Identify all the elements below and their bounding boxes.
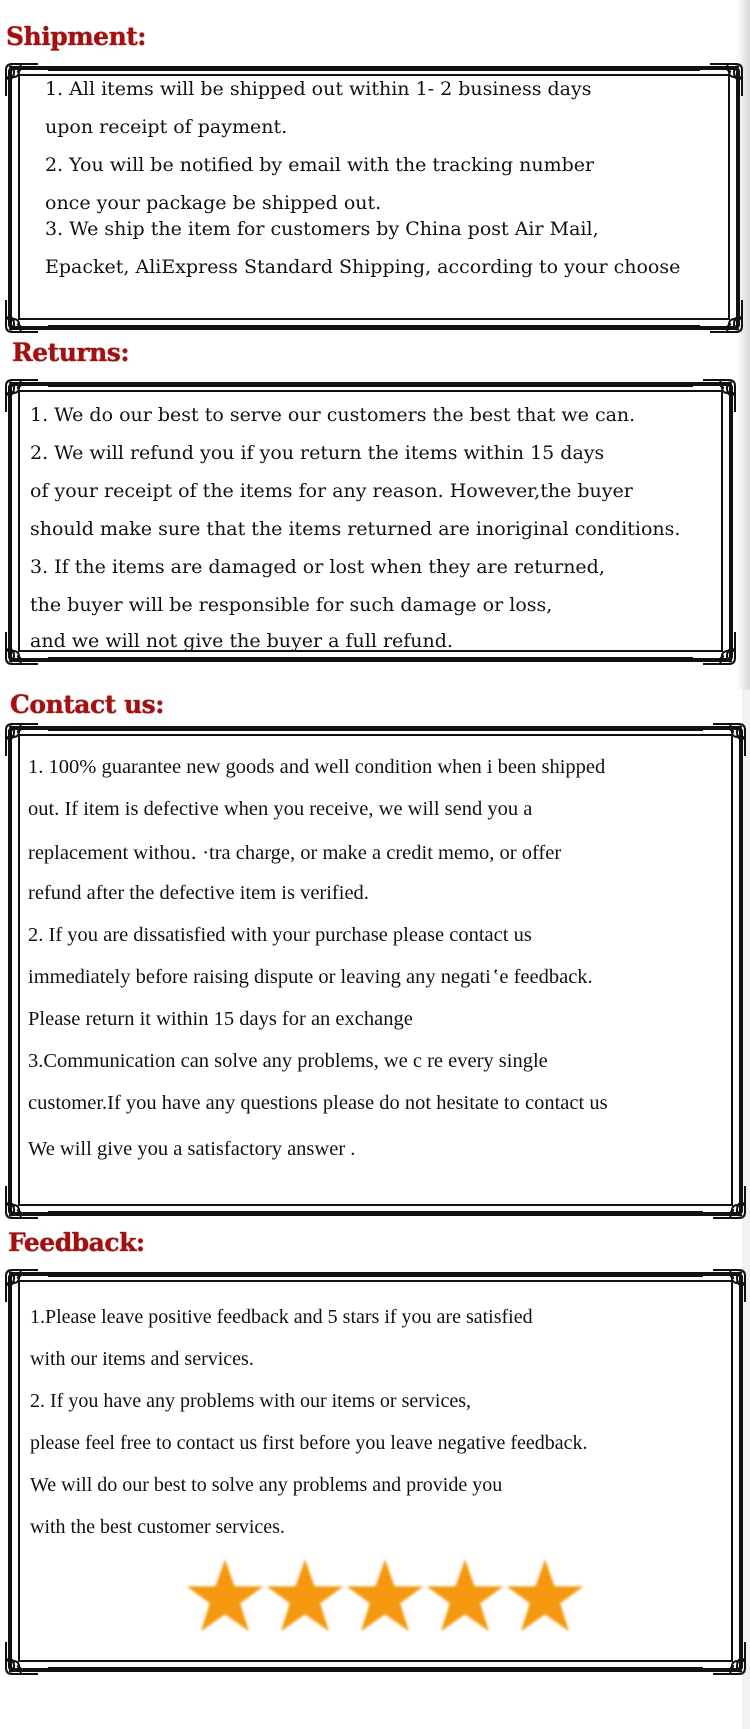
returns-line: the buyer will be responsible for such damage or loss, [30, 594, 553, 616]
contact-line: We will give you a satisfactory answer . [28, 1138, 356, 1160]
ornament-icon [2, 1638, 42, 1678]
shipment-line: 3. We ship the item for customers by China post Air Mail, [45, 218, 599, 240]
star-icon [265, 1556, 345, 1636]
ornament-icon [2, 1182, 42, 1222]
five-star-rating [185, 1556, 585, 1642]
ornament-icon [2, 720, 42, 760]
shipment-line: Epacket, AliExpress Standard Shipping, according to your choose [45, 256, 681, 278]
star-icon [345, 1556, 425, 1636]
feedback-line: We will do our best to solve any problems and provide you [30, 1474, 503, 1496]
contact-line: Please return it within 15 days for an exchange [28, 1008, 413, 1030]
star-icon [425, 1556, 505, 1636]
feedback-line: with our items and services. [30, 1348, 254, 1370]
feedback-line: please feel free to contact us first before you leave negative feedback. [30, 1432, 588, 1454]
returns-heading: Returns: [12, 338, 130, 367]
ornament-icon [2, 296, 42, 336]
star-icon [185, 1556, 265, 1636]
contact-line: immediately before raising dispute or leaving any negati ʽe feedback. [28, 966, 593, 988]
contact-line: 3.Communication can solve any problems, we c re every single [28, 1050, 548, 1072]
contact-text [28, 756, 740, 1176]
shipment-line: upon receipt of payment. [45, 116, 288, 138]
star-icon [505, 1556, 585, 1636]
shipment-line: 2. You will be notified by email with the tracking number [45, 154, 595, 176]
contact-line: 2. If you are dissatisfied with your purchase please contact us [28, 924, 532, 946]
shipment-line: once your package be shipped out. [45, 192, 382, 214]
shipment-heading: Shipment: [6, 22, 147, 51]
ornament-icon [709, 720, 749, 760]
feedback-line: 2. If you have any problems with our items or services, [30, 1390, 472, 1412]
ornament-icon [2, 1266, 42, 1306]
contact-line: out. If item is defective when you receive, we will send you a [28, 798, 533, 820]
contact-line: replacement withou․ ·tra charge, or make a credit memo, or offer [28, 842, 562, 864]
contact-line: customer.If you have any questions please do not hesitate to contact us [28, 1092, 608, 1114]
ornament-icon [706, 296, 746, 336]
ornament-icon [709, 1638, 749, 1678]
feedback-line: with the best customer services. [30, 1516, 285, 1538]
contact-line: 1. 100% guarantee new goods and well condition when i been shipped [28, 756, 606, 778]
ornament-icon [2, 60, 42, 100]
feedback-heading: Feedback: [8, 1228, 145, 1257]
returns-line: of your receipt of the items for any reason. However,the buyer [30, 480, 633, 502]
contact-heading: Contact us: [10, 690, 164, 719]
returns-text [30, 404, 720, 654]
returns-line: 3. If the items are damaged or lost when they are returned, [30, 556, 605, 578]
shipment-line: 1. All items will be shipped out within 1- 2 business days [45, 78, 592, 100]
returns-line: 1. We do our best to serve our customers the best that we can. [30, 404, 636, 426]
feedback-line: 1.Please leave positive feedback and 5 stars if you are satisfied [30, 1306, 533, 1328]
ornament-icon [709, 1182, 749, 1222]
returns-line: and we will not give the buyer a full refund. [30, 630, 453, 652]
ornament-icon [709, 1266, 749, 1306]
returns-line: 2. We will refund you if you return the items within 15 days [30, 442, 605, 464]
returns-line: should make sure that the items returned are inoriginal conditions. [30, 518, 681, 540]
contact-line: refund after the defective item is verified. [28, 882, 369, 904]
feedback-text [30, 1306, 730, 1546]
shipment-text [45, 78, 725, 288]
